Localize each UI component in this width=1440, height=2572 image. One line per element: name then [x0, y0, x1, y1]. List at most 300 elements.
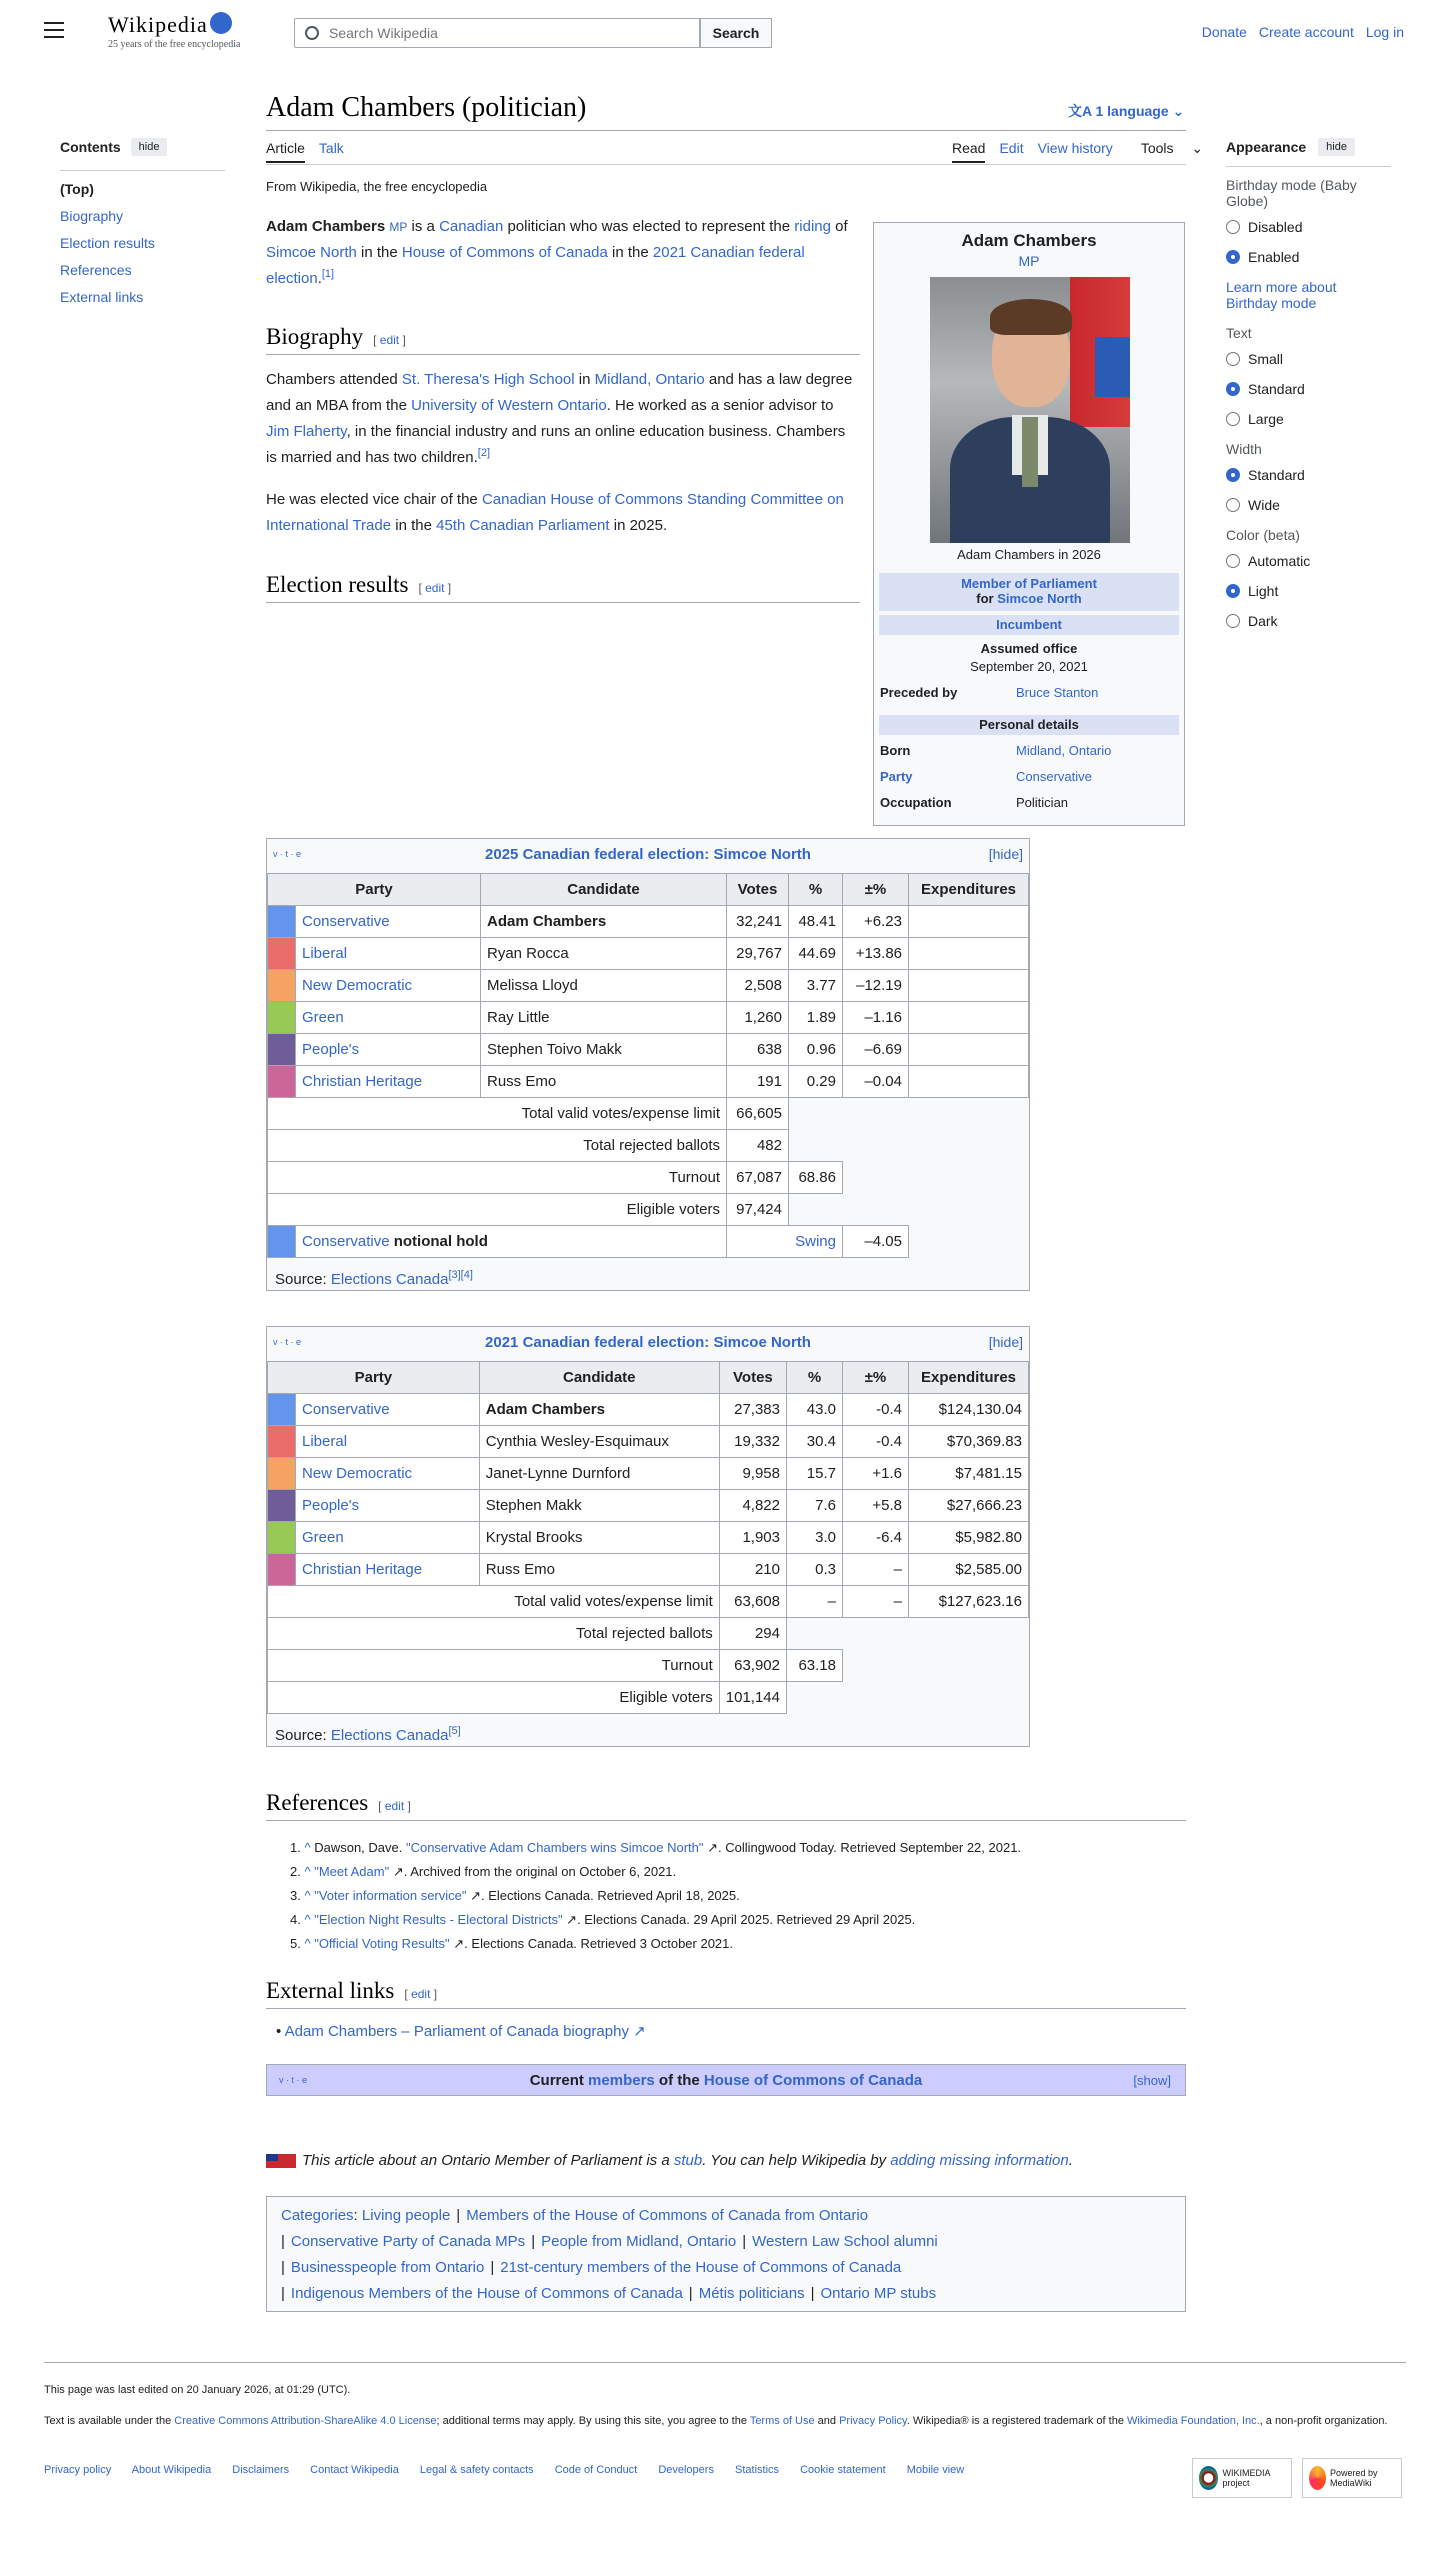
external-link-icon: ↗: [562, 1912, 578, 1927]
view-tabs: [952, 140, 1203, 157]
biography-paragraph-1: Chambers attended St. Theresa's High School in Midland, Ontario and has a law degree and an MBA from the University of Western Ontario. He worked as a senior advisor to Jim Flaherty, in the financial industry and runs an online education business. Chambers is married and has two children.[2]: [266, 371, 853, 466]
party-link[interactable]: Conservative: [1016, 769, 1092, 784]
party-key-link[interactable]: Party: [880, 769, 913, 784]
tab-article[interactable]: Article: [266, 140, 305, 163]
turnout-pct: 68.86: [789, 1162, 843, 1194]
table-of-contents: [60, 138, 225, 316]
category-link[interactable]: Conservative Party of Canada MPs: [290, 2233, 526, 2250]
assumed-office-label: Assumed office: [980, 641, 1078, 656]
radio-checked-icon: [1226, 250, 1240, 264]
table-row: [268, 906, 1029, 938]
birthday-mode-label: Birthday mode (Baby Globe): [1226, 177, 1357, 209]
chevron-down-icon: ⌄: [1187, 140, 1204, 156]
ref-link[interactable]: "Election Night Results - Electoral Districts": [314, 1912, 563, 1927]
search-input[interactable]: [327, 24, 691, 42]
preceded-row: [880, 685, 1180, 700]
table-title[interactable]: 2021 Canadian federal election: Simcoe North: [485, 1334, 811, 1351]
party-color-swatch: [268, 970, 296, 1002]
language-label: 1 language: [1095, 103, 1169, 119]
table-row: [268, 1458, 1029, 1490]
ref-backlink[interactable]: ^: [304, 1888, 311, 1903]
edit-section-link[interactable]: [ edit ]: [378, 1799, 411, 1813]
lead-paragraph: Adam Chambers MP is a Canadian politician who was elected to represent the riding of Simcoe North in the House of Commons of Canada in the 2021 Canadian federal election.[1]: [266, 218, 848, 287]
party-color-swatch: [268, 1394, 296, 1426]
table-row: [268, 1490, 1029, 1522]
col-header: Expenditures: [909, 1362, 1029, 1394]
party-link[interactable]: Green: [296, 1522, 480, 1554]
pct-cell: 30.4: [787, 1426, 843, 1458]
toc-item-references[interactable]: References: [60, 262, 132, 278]
swing-value: –4.05: [843, 1226, 909, 1258]
toc-item-election-results[interactable]: Election results: [60, 235, 155, 251]
tab-talk[interactable]: Talk: [318, 140, 344, 156]
navbar-vte[interactable]: v · t · e: [273, 849, 302, 859]
stub-text: This article about an Ontario Member of Parliament is a: [302, 2152, 670, 2169]
edit-label[interactable]: edit: [411, 1987, 431, 2001]
footer-link[interactable]: Mobile view: [906, 2464, 965, 2476]
birthday-enabled-radio[interactable]: [1226, 249, 1391, 265]
totals-votes: 66,605: [727, 1098, 789, 1130]
office-link[interactable]: Member of Parliament: [961, 576, 1097, 591]
totals-row: [268, 1130, 1029, 1162]
incumbent-band[interactable]: Incumbent: [879, 615, 1179, 635]
edit-section-link[interactable]: [ edit ]: [418, 581, 452, 595]
votes-cell: 9,958: [719, 1458, 786, 1490]
totals-row: [268, 1586, 1029, 1618]
mediawiki-icon: [1309, 2466, 1326, 2490]
edit-label[interactable]: edit: [379, 333, 400, 347]
radio-icon: [1226, 412, 1240, 426]
hold-row: [268, 1226, 1029, 1258]
col-header: Expenditures: [909, 874, 1029, 906]
change-cell: –12.19: [843, 970, 909, 1002]
biography-heading: [266, 324, 860, 355]
candidate-cell: Cynthia Wesley-Esquimaux: [479, 1426, 719, 1458]
party-link[interactable]: Conservative: [296, 906, 481, 938]
toc-item-biography[interactable]: Biography: [60, 208, 124, 224]
reference-item: [290, 1836, 1021, 1860]
pct-cell: 0.29: [789, 1066, 843, 1098]
hide-toggle[interactable]: [hide]: [988, 846, 1023, 862]
navbox-members-link[interactable]: members: [588, 2072, 655, 2089]
footer-link[interactable]: Statistics: [735, 2464, 780, 2476]
exp-cell: $2,585.00: [909, 1554, 1029, 1586]
show-toggle[interactable]: [show]: [1133, 2073, 1171, 2088]
table-row: [268, 1002, 1029, 1034]
col-header: Party: [268, 874, 481, 906]
footer-link[interactable]: About Wikipedia: [131, 2464, 212, 2476]
reference-item: [290, 1932, 1021, 1956]
exp-cell: $7,481.15: [909, 1458, 1029, 1490]
text-size-label: Text: [1226, 325, 1252, 341]
radio-label: Light: [1248, 583, 1279, 599]
text-standard-radio[interactable]: [1226, 381, 1391, 397]
color-light-radio[interactable]: [1226, 583, 1391, 599]
party-row: [880, 769, 1180, 784]
source-refs[interactable]: [3][4]: [448, 1269, 473, 1281]
biography-paragraph-2: He was elected vice chair of the Canadian House of Commons Standing Committee on International Trade in the 45th Canadian Parliament in 2025.: [266, 491, 844, 534]
baby-globe-icon: [210, 12, 232, 34]
party-color-swatch: [268, 938, 296, 970]
party-link[interactable]: New Democratic: [296, 970, 481, 1002]
external-link-icon: ↗: [628, 2023, 646, 2040]
portrait-photo[interactable]: [930, 277, 1130, 543]
pct-cell: 48.41: [789, 906, 843, 938]
party-link[interactable]: People's: [296, 1490, 480, 1522]
party-link[interactable]: Liberal: [296, 1426, 480, 1458]
party-link[interactable]: Christian Heritage: [296, 1066, 481, 1098]
table-row: [268, 1034, 1029, 1066]
radio-checked-icon: [1226, 584, 1240, 598]
footer-divider: [44, 2362, 1406, 2363]
col-header: ±%: [843, 874, 909, 906]
party-color-swatch: [268, 1002, 296, 1034]
totals-votes: 63,608: [719, 1586, 786, 1618]
change-cell: +13.86: [843, 938, 909, 970]
votes-cell: 4,822: [719, 1490, 786, 1522]
ref-detail: . Collingwood Today. Retrieved September 22, 2021.: [718, 1840, 1022, 1855]
ref-link[interactable]: "Conservative Adam Chambers wins Simcoe North": [405, 1840, 704, 1855]
category-link[interactable]: Living people: [361, 2207, 451, 2224]
assumed-office-date: September 20, 2021: [970, 659, 1088, 674]
totals-row: [268, 1194, 1029, 1226]
navbox-house-link[interactable]: House of Commons of Canada: [703, 2072, 923, 2089]
votes-cell: 32,241: [727, 906, 789, 938]
edit-label[interactable]: edit: [384, 1799, 405, 1813]
results-table: [267, 873, 1029, 1258]
adding-info-link[interactable]: adding missing information: [890, 2152, 1069, 2169]
tools-label: Tools: [1140, 140, 1174, 156]
color-dark-radio[interactable]: [1226, 613, 1391, 629]
edit-section-link[interactable]: [ edit ]: [404, 1987, 438, 2001]
external-link-icon: ↗: [466, 1888, 482, 1903]
votes-cell: 191: [727, 1066, 789, 1098]
wikipedia-logo[interactable]: [108, 12, 240, 50]
footer-link[interactable]: Disclaimers: [232, 2464, 290, 2476]
ref-backlink[interactable]: ^: [304, 1936, 311, 1951]
totals-exp: $127,623.16: [909, 1586, 1029, 1618]
col-header: Candidate: [479, 1362, 719, 1394]
ref-detail: . Elections Canada. Retrieved April 18, 2025.: [481, 1888, 740, 1903]
category-link[interactable]: 21st-century members of the House of Commons of Canada: [500, 2259, 902, 2276]
external-link[interactable]: Adam Chambers – Parliament of Canada biography: [284, 2023, 629, 2040]
totals-row: [268, 1618, 1029, 1650]
candidate-cell: Adam Chambers: [479, 1394, 719, 1426]
totals-votes: 63,902: [719, 1650, 786, 1682]
party-link[interactable]: Liberal: [296, 938, 481, 970]
mediawiki-badge[interactable]: Powered by MediaWiki: [1302, 2458, 1402, 2498]
pct-cell: 0.96: [789, 1034, 843, 1066]
party-link[interactable]: People's: [296, 1034, 481, 1066]
table-title[interactable]: 2025 Canadian federal election: Simcoe North: [485, 846, 811, 863]
riding-link[interactable]: Simcoe North: [997, 591, 1082, 606]
change-cell: +1.6: [843, 1458, 909, 1490]
radio-label: Standard: [1248, 381, 1305, 397]
appearance-divider: [1226, 166, 1391, 167]
candidate-cell: Ray Little: [481, 1002, 727, 1034]
change-cell: -0.4: [843, 1394, 909, 1426]
votes-cell: 1,903: [719, 1522, 786, 1554]
category-link[interactable]: People from Midland, Ontario: [541, 2233, 737, 2250]
reference-item: [290, 1884, 1021, 1908]
text-large-radio[interactable]: [1226, 411, 1391, 427]
donate-link[interactable]: Donate: [1201, 24, 1247, 40]
change-cell: +6.23: [843, 906, 909, 938]
source-line: [267, 1714, 1029, 1746]
category-link[interactable]: Members of the House of Commons of Canada from Ontario: [466, 2207, 869, 2224]
create-account-link[interactable]: Create account: [1258, 24, 1354, 40]
learn-more-birthday-link[interactable]: Learn more about Birthday mode: [1226, 279, 1337, 311]
navbox-title: [267, 2072, 1185, 2089]
party-color-swatch: [268, 1426, 296, 1458]
col-header: Votes: [719, 1362, 786, 1394]
row-key: Born: [880, 743, 911, 758]
hold-text: notional hold: [393, 1233, 488, 1250]
col-header: %: [789, 874, 843, 906]
col-header: Candidate: [481, 874, 727, 906]
pct-cell: 3.0: [787, 1522, 843, 1554]
birthday-disabled-radio[interactable]: [1226, 219, 1391, 235]
pct-cell: 1.89: [789, 1002, 843, 1034]
radio-label: Standard: [1248, 467, 1305, 483]
ref-link[interactable]: "Official Voting Results": [314, 1936, 450, 1951]
reference-item: [290, 1860, 1021, 1884]
toc-hide-button[interactable]: hide: [131, 138, 168, 156]
change-cell: -6.4: [843, 1522, 909, 1554]
swing-link[interactable]: Swing: [727, 1226, 843, 1258]
party-color-swatch: [268, 1554, 296, 1586]
source-link[interactable]: Elections Canada: [330, 1271, 449, 1288]
party-color-swatch: [268, 1458, 296, 1490]
candidate-cell: Janet-Lynne Durnford: [479, 1458, 719, 1490]
radio-icon: [1226, 614, 1240, 628]
translate-icon: 文A: [1068, 103, 1096, 119]
totals-votes: 97,424: [727, 1194, 789, 1226]
external-link-icon: ↗: [703, 1840, 718, 1855]
table-row: [268, 938, 1029, 970]
ref-number: 5.: [290, 1936, 301, 1951]
edit-section-link[interactable]: [ edit ]: [373, 333, 406, 347]
totals-label: Eligible voters: [268, 1682, 720, 1714]
ontario-flag-icon: [266, 2154, 296, 2168]
radio-icon: [1226, 220, 1240, 234]
foundation-link[interactable]: Wikimedia Foundation, Inc.: [1127, 2415, 1260, 2427]
radio-label: Small: [1248, 351, 1284, 367]
change-cell: –: [843, 1554, 909, 1586]
tab-view-history[interactable]: View history: [1037, 140, 1113, 156]
radio-label: Wide: [1248, 497, 1280, 513]
footer-link[interactable]: Cookie statement: [800, 2464, 886, 2476]
external-links-heading: [266, 1978, 1186, 2009]
totals-label: Turnout: [268, 1162, 727, 1194]
references-heading: [266, 1790, 1186, 1821]
radio-label: Automatic: [1248, 553, 1311, 569]
section-title: Election results: [266, 572, 409, 597]
party-color-swatch: [268, 1490, 296, 1522]
edit-label[interactable]: edit: [425, 581, 445, 595]
chevron-down-icon: ⌄: [1168, 103, 1185, 119]
search-box[interactable]: [294, 18, 700, 48]
exp-cell: [909, 938, 1029, 970]
exp-cell: $27,666.23: [909, 1490, 1029, 1522]
ref-detail: . Elections Canada. Retrieved 3 October 2021.: [464, 1936, 733, 1951]
source-label: Source:: [275, 1271, 327, 1288]
election-table-2021: [266, 1326, 1030, 1747]
pct-cell: 43.0: [787, 1394, 843, 1426]
col-header: Party: [268, 1362, 480, 1394]
totals-votes: 482: [727, 1130, 789, 1162]
tools-menu[interactable]: [1127, 140, 1203, 156]
exp-cell: [909, 1066, 1029, 1098]
radio-label: Enabled: [1248, 249, 1300, 265]
preceded-link[interactable]: Bruce Stanton: [1016, 685, 1099, 700]
footer-link[interactable]: Developers: [658, 2464, 714, 2476]
navbar-vte[interactable]: v · t · e: [273, 1337, 302, 1347]
col-header: %: [787, 1362, 843, 1394]
election-table-2025: [266, 838, 1030, 1291]
logo-wordmark: Wikipedia: [108, 12, 208, 37]
footer-link[interactable]: Privacy policy: [44, 2464, 112, 2476]
ref-number: 2.: [290, 1864, 301, 1879]
external-link-icon: ↗: [449, 1936, 465, 1951]
infobox: [873, 222, 1185, 826]
totals-row: [268, 1098, 1029, 1130]
party-link[interactable]: Conservative: [296, 1394, 480, 1426]
color-label: Color (beta): [1226, 527, 1300, 543]
categories-label-link[interactable]: Categories: [281, 2207, 354, 2224]
pct-cell: 44.69: [789, 938, 843, 970]
navbar-vte[interactable]: v · t · e: [279, 2075, 308, 2085]
toc-item-top[interactable]: (Top): [60, 181, 94, 197]
footer-link[interactable]: Contact Wikipedia: [310, 2464, 399, 2476]
source-refs[interactable]: [5]: [448, 1725, 461, 1737]
footer-link[interactable]: Legal & safety contacts: [419, 2464, 534, 2476]
votes-cell: 1,260: [727, 1002, 789, 1034]
office-band: [879, 573, 1179, 611]
infobox-name: Adam Chambers: [961, 231, 1097, 250]
totals-pct: –: [787, 1586, 843, 1618]
votes-cell: 19,332: [719, 1426, 786, 1458]
exp-cell: [909, 1034, 1029, 1066]
totals-label: Eligible voters: [268, 1194, 727, 1226]
change-cell: –0.04: [843, 1066, 909, 1098]
section-title: External links: [266, 1978, 395, 2003]
party-link[interactable]: Conservative: [302, 1233, 390, 1250]
category-link[interactable]: Métis politicians: [698, 2285, 805, 2302]
tab-read[interactable]: Read: [952, 140, 985, 163]
footer-link[interactable]: Code of Conduct: [554, 2464, 638, 2476]
ref-backlink[interactable]: ^: [304, 1912, 311, 1927]
candidate-cell: Russ Emo: [479, 1554, 719, 1586]
change-cell: -0.4: [843, 1426, 909, 1458]
ref-backlink[interactable]: ^: [304, 1864, 311, 1879]
row-key: Preceded by: [880, 685, 958, 700]
hide-toggle[interactable]: [hide]: [988, 1334, 1023, 1350]
source-label: Source:: [275, 1727, 327, 1744]
votes-cell: 29,767: [727, 938, 789, 970]
totals-label: Turnout: [268, 1650, 720, 1682]
namespace-tabs: [266, 140, 358, 156]
header: [0, 0, 1440, 66]
radio-checked-icon: [1226, 382, 1240, 396]
toc-title: Contents: [60, 139, 121, 155]
party-link[interactable]: New Democratic: [296, 1458, 480, 1490]
toc-item-external-links[interactable]: External links: [60, 289, 144, 305]
ref-link[interactable]: "Meet Adam": [314, 1864, 390, 1879]
width-wide-radio[interactable]: [1226, 497, 1391, 513]
candidate-cell: Stephen Makk: [479, 1490, 719, 1522]
section-title: References: [266, 1790, 369, 1815]
terms-link[interactable]: Terms of Use: [749, 2415, 815, 2427]
table-row: [268, 1522, 1029, 1554]
office-for: for: [976, 591, 994, 606]
toc-divider: [60, 170, 225, 171]
category-link[interactable]: Ontario MP stubs: [820, 2285, 937, 2302]
exp-cell: $5,982.80: [909, 1522, 1029, 1554]
title-divider: [266, 130, 1186, 131]
born-link[interactable]: Midland, Ontario: [1016, 743, 1112, 758]
ref-author: Dawson, Dave.: [314, 1840, 406, 1855]
width-standard-radio[interactable]: [1226, 467, 1391, 483]
log-in-link[interactable]: Log in: [1365, 24, 1404, 40]
category-link[interactable]: Businesspeople from Ontario: [290, 2259, 485, 2276]
radio-label: Dark: [1248, 613, 1278, 629]
tab-edit[interactable]: Edit: [999, 140, 1024, 156]
pct-cell: 3.77: [789, 970, 843, 1002]
search-button[interactable]: Search: [700, 18, 772, 48]
language-button[interactable]: [1068, 101, 1184, 121]
candidate-cell: Adam Chambers: [481, 906, 727, 938]
exp-cell: $124,130.04: [909, 1394, 1029, 1426]
party-color-swatch: [268, 1034, 296, 1066]
party-link[interactable]: Green: [296, 1002, 481, 1034]
ref-detail: . Elections Canada. 29 April 2025. Retrieved 29 April 2025.: [577, 1912, 916, 1927]
logo-tagline: 25 years of the free encyclopedia: [108, 39, 241, 50]
totals-label: Total valid votes/expense limit: [268, 1098, 727, 1130]
main-menu-icon[interactable]: [44, 22, 64, 38]
category-link[interactable]: Indigenous Members of the House of Commons of Canada: [290, 2285, 683, 2302]
reference-item: [290, 1908, 1021, 1932]
license-link[interactable]: Creative Commons Attribution-ShareAlike 4.0 License: [174, 2415, 437, 2427]
table-row: [268, 1394, 1029, 1426]
results-table: [267, 1361, 1029, 1714]
privacy-link[interactable]: Privacy Policy: [839, 2415, 907, 2427]
external-links-list: • Adam Chambers – Parliament of Canada biography ↗: [276, 2023, 646, 2040]
ref-backlink[interactable]: ^: [304, 1840, 311, 1855]
search-icon: [305, 26, 319, 40]
radio-checked-icon: [1226, 468, 1240, 482]
wikimedia-badge[interactable]: WIKIMEDIA project: [1192, 2458, 1292, 2498]
votes-cell: 27,383: [719, 1394, 786, 1426]
totals-row: [268, 1650, 1029, 1682]
appearance-hide-button[interactable]: hide: [1318, 138, 1355, 156]
ref-link[interactable]: "Voter information service": [314, 1888, 467, 1903]
stub-link[interactable]: stub: [673, 2152, 703, 2169]
totals-change: –: [843, 1586, 909, 1618]
change-cell: –1.16: [843, 1002, 909, 1034]
external-link-icon: ↗: [389, 1864, 404, 1879]
candidate-cell: Krystal Brooks: [479, 1522, 719, 1554]
source-link[interactable]: Elections Canada: [330, 1727, 449, 1744]
color-automatic-radio[interactable]: [1226, 553, 1391, 569]
party-link[interactable]: Christian Heritage: [296, 1554, 480, 1586]
infobox-honorific[interactable]: MP: [1018, 253, 1040, 269]
category-link[interactable]: Western Law School alumni: [752, 2233, 938, 2250]
radio-label: Disabled: [1248, 219, 1303, 235]
text-small-radio[interactable]: [1226, 351, 1391, 367]
stub-text: . You can help Wikipedia by: [702, 2152, 887, 2169]
reference-list: [290, 1836, 1021, 1956]
